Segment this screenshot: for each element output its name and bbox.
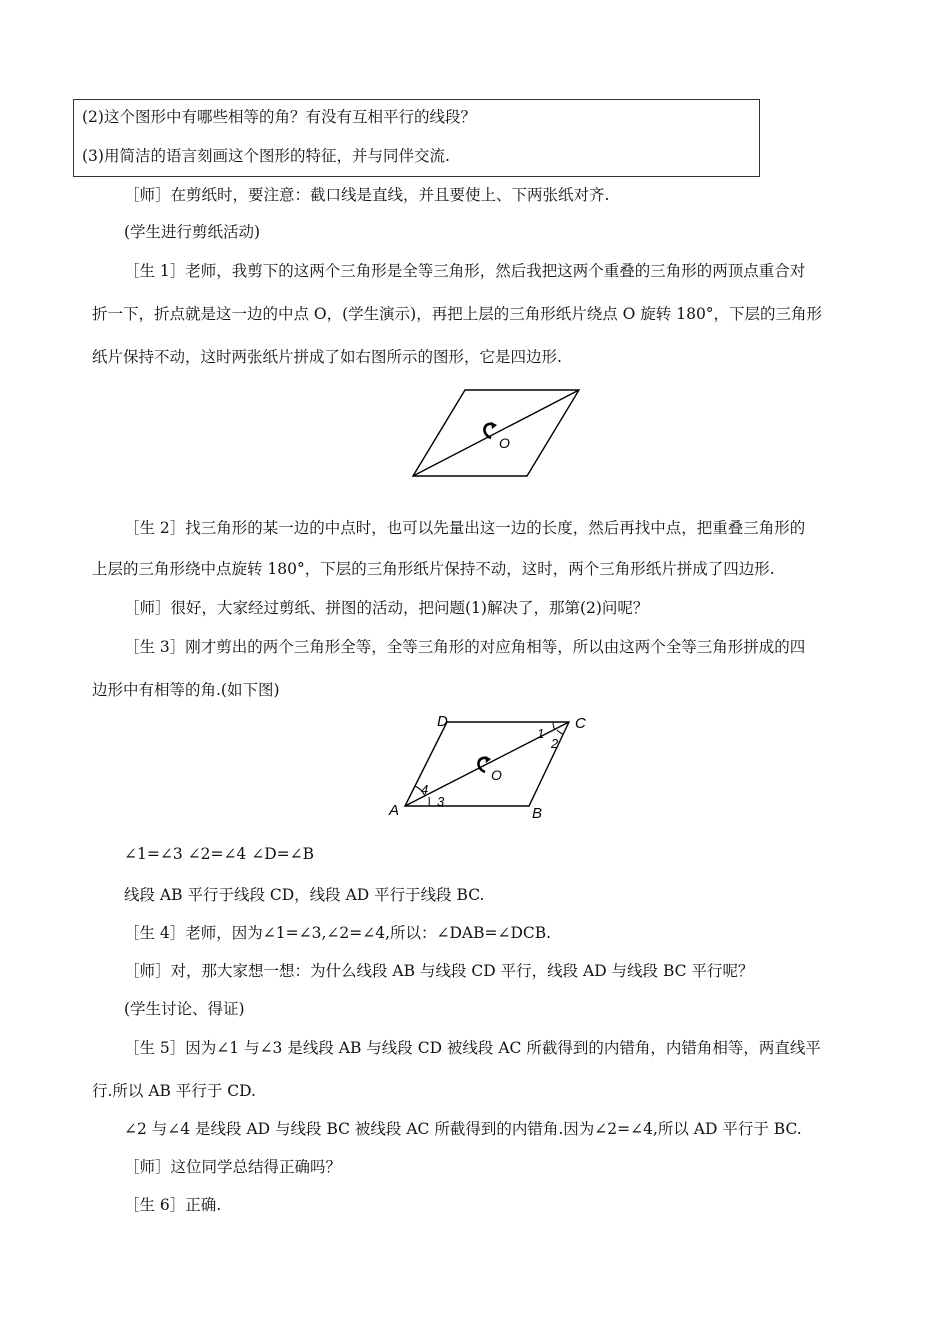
paragraph: (学生进行剪纸活动)	[124, 223, 261, 241]
question-box	[73, 99, 760, 177]
paragraph: ［生 6］正确.	[124, 1196, 222, 1214]
paragraph: 上层的三角形绕中点旋转 180°，下层的三角形纸片保持不动，这时，两个三角形纸片拼成了四边形.	[92, 560, 775, 578]
angle-arc-2	[557, 730, 563, 734]
angle-arc-1	[553, 722, 555, 730]
paragraph: ［师］很好，大家经过剪纸、拼图的活动，把问题(1)解决了，那第(2)问呢？	[124, 599, 649, 617]
vertex-label-c: C	[575, 715, 586, 732]
paragraph: (学生讨论、得证)	[124, 1000, 245, 1018]
paragraph: ［生 3］刚才剪出的两个三角形全等，全等三角形的对应角相等，所以由这两个全等三角形拼成的四	[124, 638, 806, 656]
paragraph: ∠2 与∠4 是线段 AD 与线段 BC 被线段 AC 所截得到的内错角.因为∠2=∠4,所以 AD 平行于 BC.	[124, 1120, 802, 1138]
parallelogram-figure-1	[405, 384, 585, 480]
angle-label-4: 4	[421, 782, 429, 797]
paragraph: 行.所以 AB 平行于 CD.	[92, 1082, 256, 1100]
diagonal-ac	[405, 722, 569, 806]
paragraph: ［生 1］老师，我剪下的这两个三角形是全等三角形，然后我把这两个重叠的三角形的两顶点重合对	[124, 262, 806, 280]
angle-label-1: 1	[537, 726, 545, 741]
paragraph: 纸片保持不动，这时两张纸片拼成了如右图所示的图形，它是四边形.	[92, 348, 562, 366]
vertex-label-a: A	[389, 802, 400, 819]
paragraph: 折一下，折点就是这一边的中点 O，(学生演示)，再把上层的三角形纸片绕点 O 旋转 180°，下层的三角形	[92, 305, 823, 323]
vertex-label-d: D	[437, 713, 448, 730]
paragraph: ［师］对，那大家想一想：为什么线段 AB 与线段 CD 平行，线段 AD 与线段 BC 平行呢？	[124, 962, 754, 980]
paragraph: 边形中有相等的角.(如下图)	[92, 681, 280, 699]
paragraph: ［生 4］老师，因为∠1=∠3,∠2=∠4,所以：∠DAB=∠DCB.	[124, 924, 552, 942]
paragraph: ［师］在剪纸时，要注意：截口线是直线，并且要使上、下两张纸对齐.	[124, 186, 610, 204]
angle-label-3: 3	[437, 794, 445, 809]
paragraph: ［师］这位同学总结得正确吗？	[124, 1158, 342, 1176]
paragraph: 线段 AB 平行于线段 CD，线段 AD 平行于线段 BC.	[124, 886, 485, 904]
paragraph: ［生 2］找三角形的某一边的中点时，也可以先量出这一边的长度，然后再找中点，把重叠三角形的	[124, 519, 806, 537]
parallelogram-figure-2	[385, 710, 595, 825]
angle-label-2: 2	[551, 736, 559, 751]
arrowhead-icon	[491, 422, 497, 429]
label-o: O	[499, 435, 510, 451]
center-label-o: O	[491, 767, 502, 783]
diagonal-line	[413, 390, 579, 476]
question-2: (2)这个图形中有哪些相等的角？有没有互相平行的线段？	[82, 108, 476, 126]
paragraph: ［生 5］因为∠1 与∠3 是线段 AB 与线段 CD 被线段 AC 所截得到的内错角，内错角相等，两直线平	[124, 1039, 821, 1057]
paragraph: ∠1=∠3 ∠2=∠4 ∠D=∠B	[124, 845, 315, 863]
question-3: (3)用简洁的语言刻画这个图形的特征，并与同伴交流.	[82, 147, 450, 165]
vertex-label-b: B	[532, 805, 543, 822]
